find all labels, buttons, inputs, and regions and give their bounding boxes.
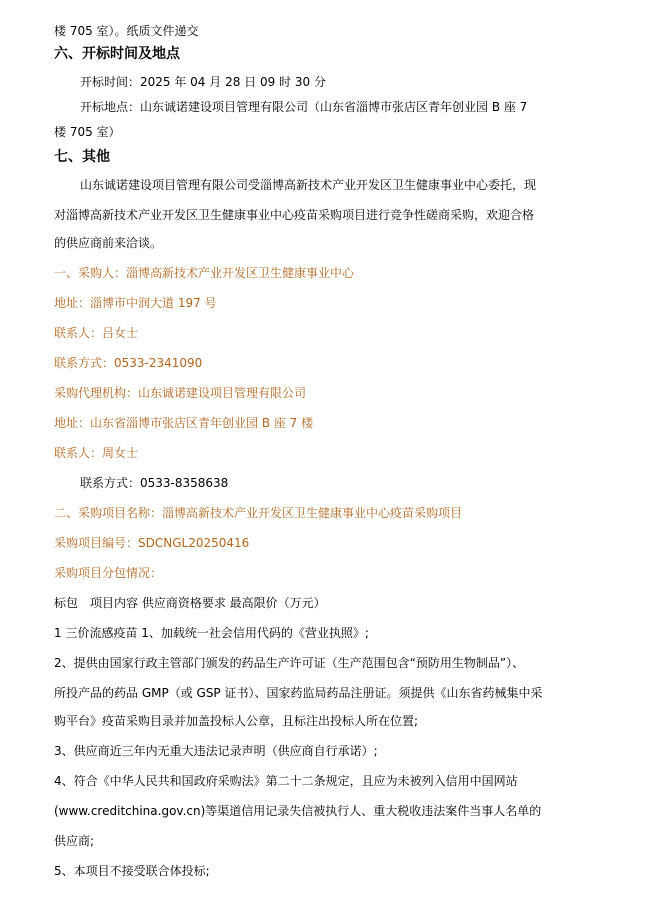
text-line: 对淄博高新技术产业开发区卫生健康事业中心疫苗采购项目进行竞争性磋商采购，欢迎合格	[54, 208, 535, 222]
lot-table-header: 标包 项目内容 供应商资格要求 最高限价（万元）	[54, 596, 326, 610]
purchaser-address: 地址：淄博市中润大道 197 号	[54, 296, 217, 310]
agency-phone: 联系方式：0533-8358638	[80, 476, 229, 490]
section-heading-7: 七、其他	[54, 149, 110, 165]
text-line: 的供应商前来洽谈。	[54, 236, 163, 250]
requirement-5: 5、本项目不接受联合体投标;	[54, 864, 210, 878]
bid-opening-place: 开标地点：山东诚诺建设项目管理有限公司（山东省淄博市张店区青年创业园 B 座 7	[80, 100, 528, 114]
agency: 采购代理机构：山东诚诺建设项目管理有限公司	[54, 386, 307, 400]
agency-address: 地址：山东省淄博市张店区青年创业园 B 座 7 楼	[54, 416, 314, 430]
requirement-3: 3、供应商近三年内无重大违法记录声明（供应商自行承诺）;	[54, 744, 378, 758]
lot-row: 1 三价流感疫苗 1、加载统一社会信用代码的《营业执照》;	[54, 626, 369, 640]
agency-contact: 联系人：周女士	[54, 446, 139, 460]
requirement-2: 2、提供由国家行政主管部门颁发的药品生产许可证（生产范围包含“预防用生物制品”）、	[54, 656, 525, 670]
text-line: 山东诚诺建设项目管理有限公司受淄博高新技术产业开发区卫生健康事业中心委托，现	[80, 178, 537, 192]
project-name: 二、采购项目名称：淄博高新技术产业开发区卫生健康事业中心疫苗采购项目	[54, 506, 463, 520]
text-line: 供应商;	[54, 834, 95, 848]
text-line: 楼 705 室）。纸质文件递交	[54, 24, 199, 38]
text-line: 楼 705 室）	[54, 125, 121, 139]
text-fragment: 等渠道信用记录失信被执行人、重大税收违法案件当事人名单的	[205, 804, 542, 818]
lot-info-title: 采购项目分包情况：	[54, 566, 163, 580]
bid-opening-time: 开标时间：2025 年 04 月 28 日 09 时 30 分	[80, 75, 326, 89]
text-line: 购平台》疫苗采购目录并加盖投标人公章，且标注出投标人所在位置;	[54, 714, 419, 728]
purchaser-contact: 联系人：吕女士	[54, 326, 139, 340]
text-line	[54, 803, 614, 819]
creditchina-link[interactable]: (www.creditchina.gov.cn)	[54, 804, 206, 818]
section-heading-6: 六、开标时间及地点	[54, 46, 180, 62]
purchaser-phone: 联系方式：0533-2341090	[54, 356, 203, 370]
requirement-4: 4、符合《中华人民共和国政府采购法》第二十二条规定，且应为未被列入信用中国网站	[54, 774, 518, 788]
text-line: 所投产品的药品 GMP（或 GSP 证书）、国家药监局药品注册证。须提供《山东省药械集中采	[54, 686, 543, 700]
purchaser: 一、采购人：淄博高新技术产业开发区卫生健康事业中心	[54, 266, 355, 280]
project-number: 采购项目编号：SDCNGL20250416	[54, 536, 250, 550]
